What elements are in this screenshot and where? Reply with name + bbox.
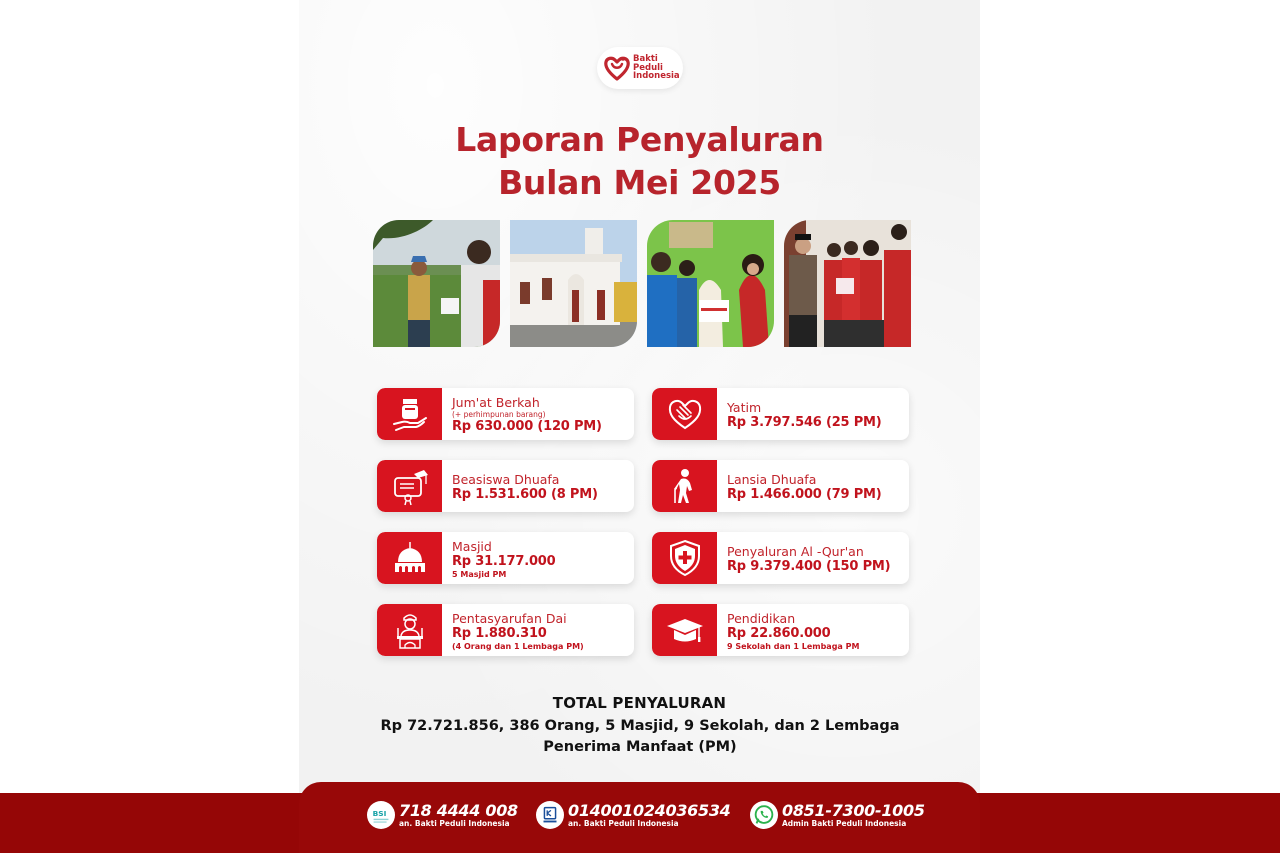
- program-note: (4 Orang dan 1 Lembaga PM): [452, 641, 584, 651]
- hand-donation-icon: [390, 394, 430, 434]
- photo-field-distribution: [373, 220, 500, 347]
- program-card-yatim: [652, 388, 909, 440]
- total-summary: [380, 716, 900, 758]
- graduation-cap-icon: [665, 610, 705, 650]
- program-card-pendidikan: [652, 604, 909, 656]
- scholarship-certificate-icon: [390, 466, 430, 506]
- title-line1: Laporan Penyaluran: [455, 120, 824, 159]
- photo-strip: [373, 220, 913, 347]
- title-line2: Bulan Mei 2025: [498, 163, 781, 202]
- whatsapp-number[interactable]: 0851-7300-1005: [782, 801, 925, 820]
- program-amount: Rp 1.466.000 (79 PM): [727, 486, 882, 502]
- program-card-beasiswa-dhuafa: [377, 460, 634, 512]
- program-note: 9 Sekolah dan 1 Lembaga PM: [727, 641, 860, 651]
- shield-cross-icon: [665, 538, 705, 578]
- total-heading: TOTAL PENYALURAN: [552, 694, 727, 712]
- program-name: Pendidikan: [727, 610, 796, 626]
- program-name: Penyaluran Al -Qur'an: [727, 543, 864, 559]
- photo-quran-distribution: [784, 220, 911, 347]
- program-name: Yatim: [727, 399, 762, 415]
- contact-whatsapp: [750, 801, 925, 829]
- program-card-lansia-dhuafa: [652, 460, 909, 512]
- program-amount: Rp 22.860.000: [727, 625, 831, 641]
- page-title: [299, 118, 980, 204]
- program-card-jumat-berkah: [377, 388, 634, 440]
- svg-text:BSI: BSI: [372, 808, 387, 818]
- preacher-podium-icon: [390, 610, 430, 650]
- photo-student-aid: [647, 220, 774, 347]
- program-amount: Rp 9.379.400 (150 PM): [727, 558, 891, 574]
- program-amount: Rp 630.000 (120 PM): [452, 419, 602, 434]
- program-card-masjid: [377, 532, 634, 584]
- brand-name-line2: Peduli: [633, 62, 663, 73]
- brand-name-line1: Bakti: [633, 54, 658, 65]
- heart-logo-icon: [603, 55, 631, 81]
- program-name: Beasiswa Dhuafa: [452, 471, 560, 487]
- program-name: Masjid: [452, 538, 492, 554]
- program-amount: Rp 3.797.546 (25 PM): [727, 414, 882, 430]
- brand-name-line3: Indonesia: [633, 71, 680, 82]
- bri-account-holder: an. Bakti Peduli Indonesia: [568, 819, 679, 828]
- total-summary-line1: Rp 72.721.856, 386 Orang, 5 Masjid, 9 Sekolah, dan 2 Lembaga: [380, 718, 900, 734]
- program-amount: Rp 1.880.310: [452, 625, 547, 641]
- contact-bar: [367, 801, 927, 833]
- bsi-account-number: 718 4444 008: [399, 801, 518, 820]
- mosque-icon: [390, 538, 430, 578]
- program-subtitle: (+ perhimpunan barang): [452, 410, 546, 419]
- bri-account-number: 014001024036534: [568, 801, 731, 820]
- contact-bri: [536, 801, 731, 829]
- program-amount: Rp 31.177.000: [452, 553, 556, 569]
- heart-hands-icon: [665, 394, 705, 434]
- program-name: Jum'at Berkah: [452, 395, 540, 410]
- total-summary-line2: Penerima Manfaat (PM): [543, 739, 737, 755]
- whatsapp-icon: [750, 801, 778, 829]
- elderly-person-icon: [665, 466, 705, 506]
- photo-mosque: [510, 220, 637, 347]
- contact-bsi: [367, 801, 518, 829]
- brand-logo: [597, 47, 683, 89]
- program-card-pentasyarufan-dai: [377, 604, 634, 656]
- program-name: Pentasyarufan Dai: [452, 610, 567, 626]
- bri-logo-icon: [536, 801, 564, 829]
- bsi-logo-icon: [367, 801, 395, 829]
- program-card-penyaluran-alquran: [652, 532, 909, 584]
- program-amount: Rp 1.531.600 (8 PM): [452, 486, 598, 502]
- bsi-account-holder: an. Bakti Peduli Indonesia: [399, 819, 510, 828]
- whatsapp-admin-label: Admin Bakti Peduli Indonesia: [782, 819, 907, 828]
- brand-name: [633, 55, 680, 81]
- program-name: Lansia Dhuafa: [727, 471, 817, 487]
- program-note: 5 Masjid PM: [452, 569, 507, 579]
